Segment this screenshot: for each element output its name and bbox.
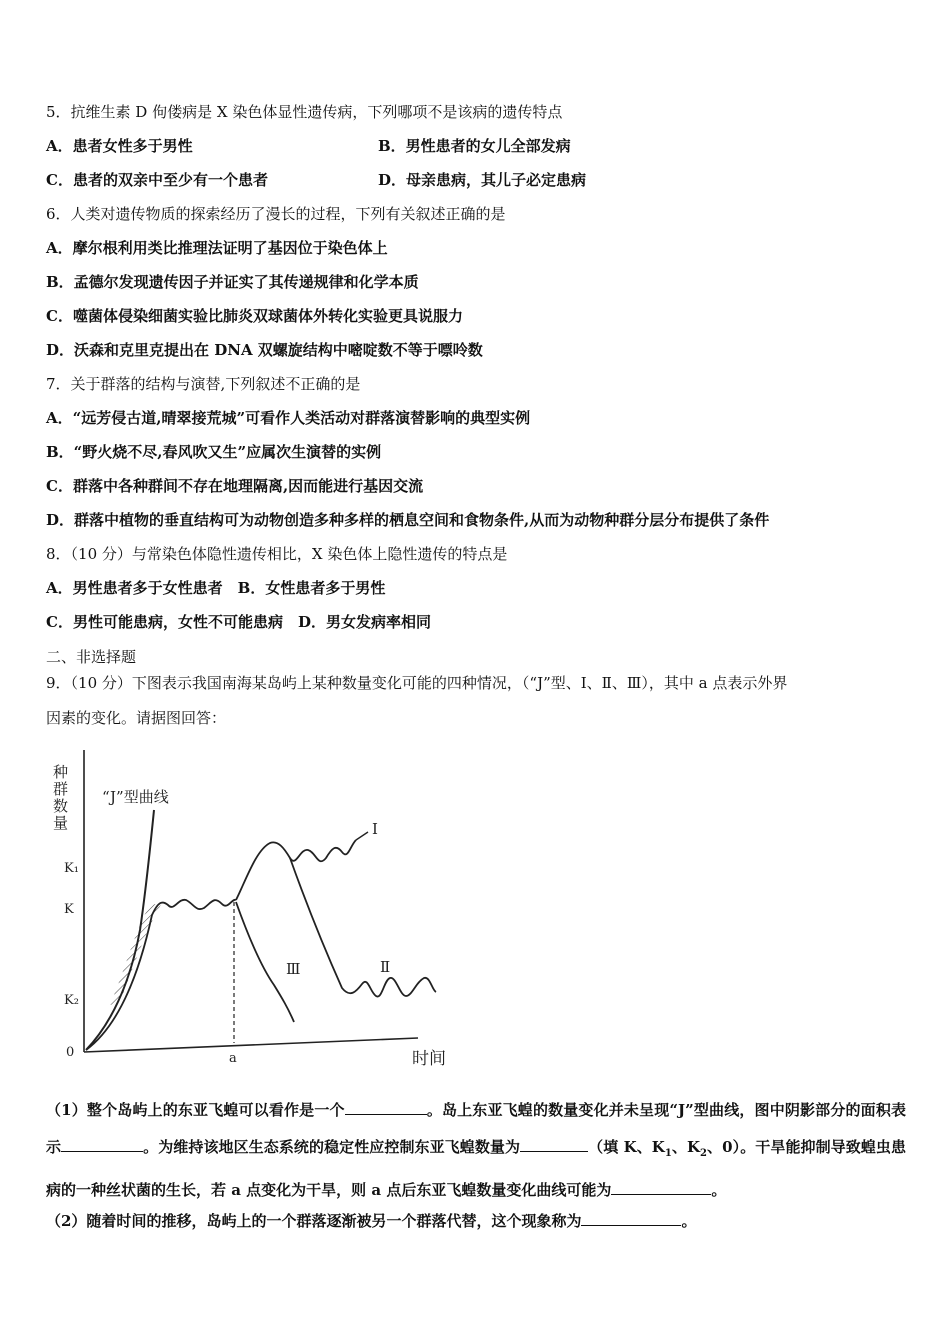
k-label: K <box>64 902 74 917</box>
curve-III-label: Ⅲ <box>286 960 301 978</box>
q5-option-a: A．患者女性多于男性 <box>46 137 193 155</box>
answer-blank-1[interactable] <box>345 1100 427 1115</box>
section-heading: 二、非选择题 <box>46 648 137 666</box>
origin-label: 0 <box>66 1045 75 1060</box>
q5-option-d: D．母亲患病，其儿子必定患病 <box>378 171 587 189</box>
a-label: a <box>229 1051 237 1066</box>
answer-blank-4[interactable] <box>611 1180 711 1195</box>
x-axis <box>84 1038 418 1052</box>
q5-option-c: C．患者的双亲中至少有一个患者 <box>46 171 268 189</box>
curve-II-label: Ⅱ <box>380 958 391 976</box>
q7-option-c: C．群落中各种群间不存在地理隔离,因而能进行基因交流 <box>46 477 424 495</box>
subquestion-2: （2）随着时间的推移，岛屿上的一个群落逐渐被另一个群落代替，这个现象称为 。 <box>46 1212 697 1230</box>
q6-option-a: A．摩尔根利用类比推理法证明了基因位于染色体上 <box>46 239 388 257</box>
j-curve-label: “J”型曲线 <box>102 788 169 806</box>
q8-options-cd: C．男性可能患病，女性不可能患病 D．男女发病率相同 <box>46 613 431 631</box>
answer-blank-3[interactable] <box>520 1137 588 1152</box>
curve-I-pointer <box>356 832 368 840</box>
curve-I <box>236 840 356 900</box>
q7-stem: 7．关于群落的结构与演替,下列叙述不正确的是 <box>46 375 361 393</box>
answer-blank-5[interactable] <box>581 1211 681 1226</box>
k1-label: K₁ <box>64 861 79 876</box>
q8-stem: 8．（10 分）与常染色体隐性遗传相比，X 染色体上隐性遗传的特点是 <box>46 545 508 563</box>
q5-option-b: B．男性患者的女儿全部发病 <box>378 137 571 155</box>
q9-stem-line2: 因素的变化。请据图回答： <box>46 709 227 727</box>
k2-label: K₂ <box>64 993 79 1008</box>
subquestion-1: （1）整个岛屿上的东亚飞蝗可以看作是一个 。岛上东亚飞蝗的数量变化并未呈现“J”型曲线，图中阴影部分的面积表示 。为维持该地区生态系统的稳定性应控制东亚飞蝗数量为 （填 K、$K_1$、$K_2$、0）。干旱能抑制导致蝗虫患病的一种丝状菌的生长，若 a 点变化为干旱，则 a 点后东亚飞蝗数量变化曲线可能为 。 <box>46 1101 906 1199</box>
q6-stem: 6．人类对遗传物质的探索经历了漫长的过程，下列有关叙述正确的是 <box>46 205 506 223</box>
answer-blank-2[interactable] <box>61 1137 143 1152</box>
s-curve <box>86 900 236 1050</box>
q6-option-b: B．孟德尔发现遗传因子并证实了其传递规律和化学本质 <box>46 273 419 291</box>
q6-option-d: D．沃森和克里克提出在 DNA 双螺旋结构中嘧啶数不等于嘌呤数 <box>46 341 483 359</box>
q7-option-b: B．“野火烧不尽,春风吹又生”应属次生演替的实例 <box>46 443 382 461</box>
q7-option-d: D．群落中植物的垂直结构可为动物创造多种多样的栖息空间和食物条件,从而为动物种群分层分布提供了条件 <box>46 511 770 529</box>
q6-option-c: C．噬菌体侵染细菌实验比肺炎双球菌体外转化实验更具说服力 <box>46 307 463 325</box>
curve-I-label: Ⅰ <box>372 820 378 838</box>
q9-stem-line1: 9．（10 分）下图表示我国南海某岛屿上某种数量变化可能的四种情况，（“J”型、Ⅰ、Ⅱ、Ⅲ），其中 a 点表示外界 <box>46 674 788 692</box>
x-axis-label: 时间 <box>412 1049 446 1069</box>
shaded-area <box>110 903 162 1005</box>
y-axis-label: 种群数量 <box>51 764 69 832</box>
q7-option-a: A．“远芳侵古道,晴翠接荒城”可看作人类活动对群落演替影响的典型实例 <box>46 409 531 427</box>
q5-stem: 5．抗维生素 D 佝偻病是 X 染色体显性遗传病，下列哪项不是该病的遗传特点 <box>46 103 563 121</box>
curve-II <box>290 858 436 997</box>
population-curve-figure <box>50 740 470 1080</box>
q8-options-ab: A．男性患者多于女性患者 B．女性患者多于男性 <box>46 579 386 597</box>
